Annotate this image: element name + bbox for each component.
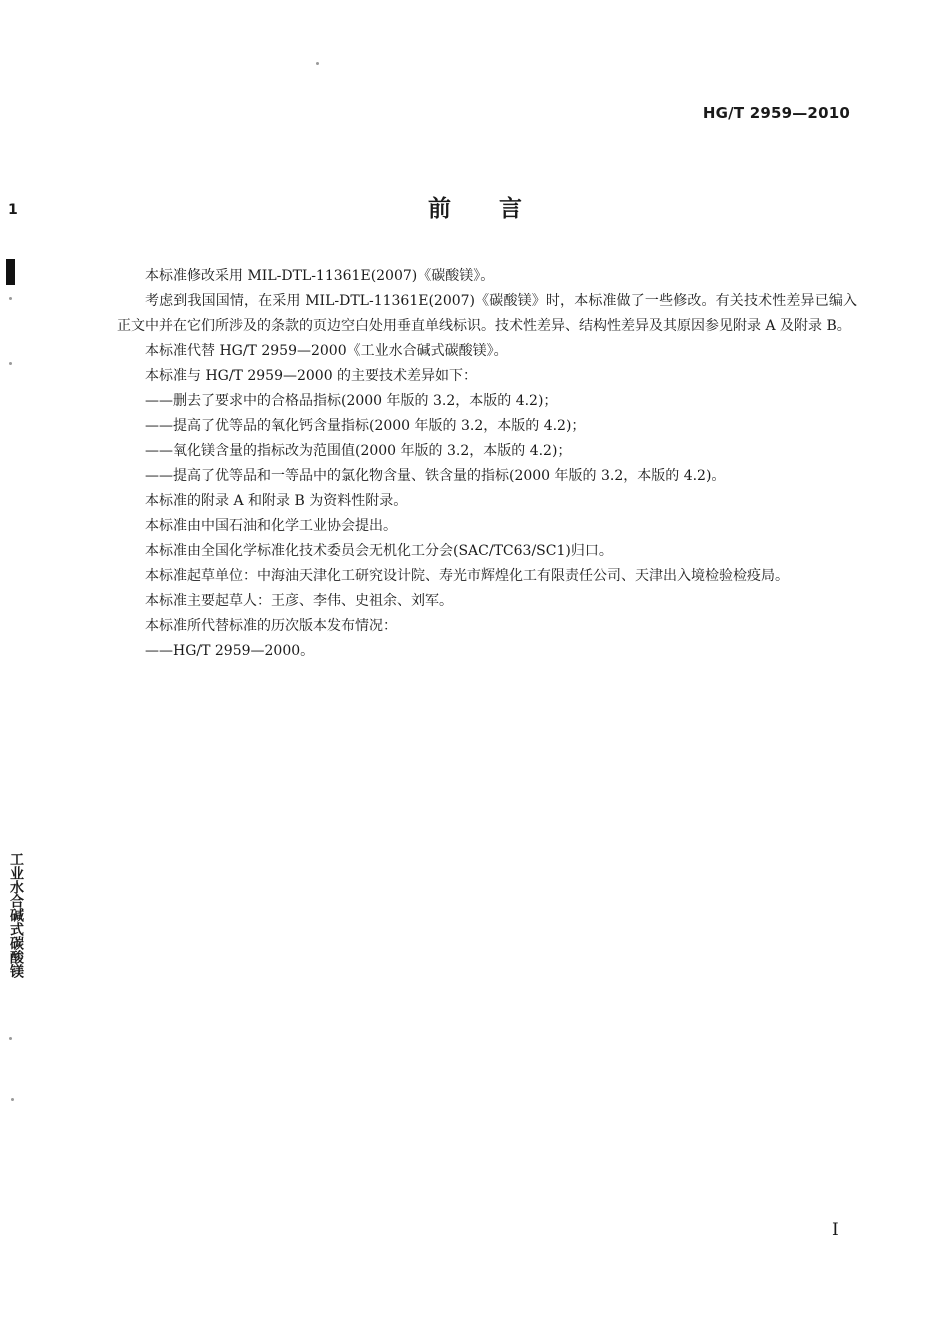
paragraph: 本标准起草单位：中海油天津化工研究设计院、寿光市辉煌化工有限责任公司、天津出入境检验检疫局。: [145, 568, 789, 584]
page-number: I: [832, 1220, 839, 1240]
paragraph: 本标准与 HG/T 2959—2000 的主要技术差异如下：: [145, 368, 478, 384]
scan-speck: [9, 362, 12, 365]
foreword-body: [117, 264, 857, 664]
paragraph: 本标准主要起草人：王彦、李伟、史祖余、刘军。: [145, 593, 453, 609]
list-item: ——HG/T 2959—2000。: [145, 643, 315, 659]
paragraph: 本标准的附录 A 和附录 B 为资料性附录。: [145, 493, 408, 509]
list-item: ——提高了优等品和一等品中的氯化物含量、铁含量的指标(2000 年版的 3.2，本版的 4.2)。: [145, 468, 726, 484]
page-title: 前言: [428, 196, 570, 222]
scan-speck: [9, 1037, 12, 1040]
list-item: ——氧化镁含量的指标改为范围值(2000 年版的 3.2，本版的 4.2)；: [145, 443, 572, 459]
margin-line-number: 1: [8, 202, 18, 218]
list-item: ——删去了要求中的合格品指标(2000 年版的 3.2，本版的 4.2)；: [145, 393, 558, 409]
change-marker-bar: [6, 259, 15, 285]
paragraph: 本标准所代替标准的历次版本发布情况：: [145, 618, 397, 634]
paragraph: 本标准由全国化学标准化技术委员会无机化工分会(SAC/TC63/SC1)归口。: [145, 543, 613, 559]
scan-speck: [316, 62, 319, 65]
paragraph: 考虑到我国国情，在采用 MIL-DTL-11361E(2007)《碳酸镁》时，本标准做了一些修改。有关技术性差异已编入正文中并在它们所涉及的条款的页边空白处用垂直单线标识。技术性差异、结构性差异及其原因参见附录 A 及附录 B。: [117, 293, 857, 334]
paragraph: 本标准由中国石油和化学工业协会提出。: [145, 518, 397, 534]
paragraph: 本标准代替 HG/T 2959—2000《工业水合碱式碳酸镁》。: [145, 343, 508, 359]
scan-speck: [11, 1098, 14, 1101]
standard-number: HG/T 2959—2010: [702, 104, 850, 122]
paragraph: 本标准修改采用 MIL-DTL-11361E(2007)《碳酸镁》。: [145, 268, 495, 284]
side-running-title: 工业水合碱式碳酸镁: [8, 852, 24, 978]
list-item: ——提高了优等品的氧化钙含量指标(2000 年版的 3.2，本版的 4.2)；: [145, 418, 586, 434]
scan-speck: [9, 297, 12, 300]
